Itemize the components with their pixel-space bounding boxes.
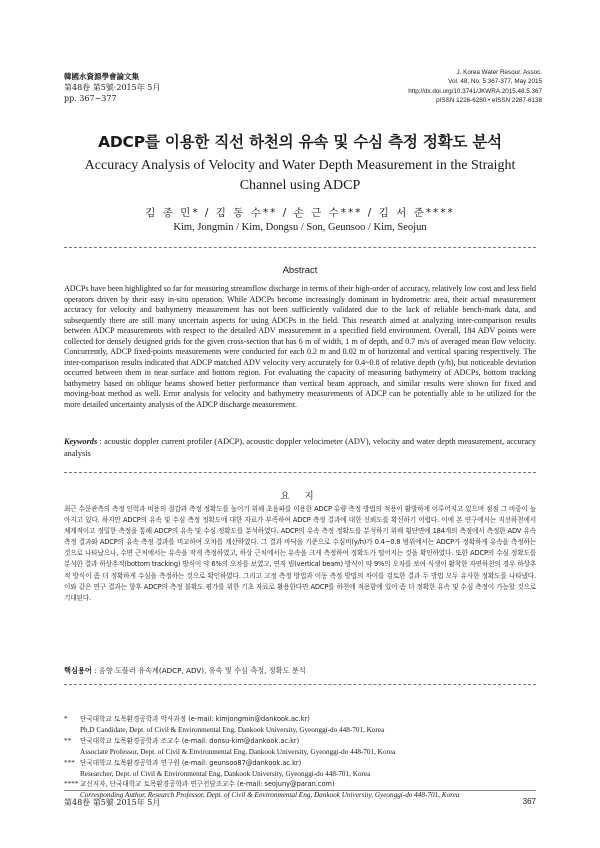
footnote-text: 단국대학교 토목환경공학과 연구원 (e-mail: geunsoo87@dankook.ac.kr) [80, 758, 302, 767]
footnote-line [64, 725, 544, 736]
keywords [64, 436, 536, 460]
footnote-line [64, 736, 544, 747]
footnote-text: Associate Professor, Dept. of Civil & Environmental Eng, Dankook University, Gyeonggi-do 448-701, Korea [80, 747, 396, 756]
paper-title-ko: ADCP를 이용한 직선 하천의 유속 및 수심 측정 정확도 분석 [98, 133, 502, 151]
footnote-line [64, 779, 544, 790]
abstract-body: ADCPs have been highlighted so far for measuring streamflow discharge in terms of their high-order of accuracy, relatively low cost and less field operators driven by their easy in-situ operation. While ADCPs become increasingly dominant in hydrometric area, their actual measurement accuracy for velocity and bathymetry measurement has not been sufficiently validated due to the lack of reliable bench-mark data, and subsequently there are still many uncertain aspects for using ADCPs in the field. This research aimed at analyzing inter-comparison results between ADCP measurements with respect to the detailed ADV measurement in a specified field environment. Overall, 184 ADV points were collected for densely designed grids for the given cross-section that has 6 m of width, 1 m of depth, and 0.7 m/s of averaged mean flow velocity. Concurrently, ADCP fixed-points measurements were conducted for each 0.2 m and 0.02 m of horizontal and vertical spacing respectively. The inter-comparison results indicated that ADCP matched ADV velocity very accurately for 0.4~0.8 of relative depth (y/h), but noticeable deviation occurred between them in near surface and bottom region. For evaluating the capacity of measuring bathymetry of ADCPs, bottom tracking bathymetry based on oblique beams showed better performance than vertical beam approach, and similar results were shown for fixed and moving-boat method as well. Error analysis for velocity and bathymetry measurements of ADCP can be potentially able to be utilized for the more detailed uncertainty analysis of the ADCP discharge measurement. [64, 284, 536, 409]
footnote-text: 단국대학교 토목환경공학과 박사과정 (e-mail: kimjongmin@dankook.ac.kr) [80, 715, 310, 723]
footnote-mark [64, 769, 80, 780]
korean-abstract-body: 최근 수문관측의 측정 인력과 비용의 절감과 측정 정확도를 높이기 위해 초음파를 이용한 ADCP 유량 측정 방법의 적용이 활발하게 이루어지고 있으며 점점 그 비중이 높아지고 있다. 하지만 ADCP의 유속 및 수심 측정 정확도에 대한 자료가 부족하여 ADCP 측정 결과에 대한 신뢰도를 확신하기 어렵다. 이에 본 연구에서는 직선하천에서 체계적이고 정밀한 측정을 통해 ADCP의 유속 및 수심 정확도를 분석하였다. ADCP의 유속 측정 정확도를 분석하기 위해 횡단면에 184개의 측점에서 측정한 ADV 유속 측정 결과와 ADCP의 유속 측정 결과를 비교하여 오차를 계산하였다. 그 결과 바닥을 기준으로 수심비(y/h)가 0.4~0.8 범위에서는 ADCP가 정확하게 유속을 측정하는 것으로 나타났으나, 수면 근처에서는 유속을 작게 측정하였고, 하상 근처에서는 유속을 크게 측정하여 정확도가 떨어지는 것을 확인하였다. 또한 ADCP의 수심 정확도를 분석한 결과 하상추적(bottom tracking) 방식이 약 6%의 오차를 보였고, 연직 빔(vertical beam) 방식이 약 9%의 오차를 보여 식생이 활착한 자연하천의 경우 하상추적 방식이 좀 더 정확하게 수심을 측정하는 것으로 확인하였다. 그리고 고정 측정 방법과 이동 측정 방법의 차이를 검토한 결과 두 방법 모두 유사한 정확도를 나타냈다. 이와 같은 연구 결과는 향후 ADCP의 측정 불확도 평가를 위한 기초 자료로 활용한다면 ADCP를 하천에 적용함에 있어 좀 더 정확한 유속 및 수심 측정이 가능할 것으로 기대된다. [64, 505, 536, 602]
page-range: pp. 367~377 [64, 94, 117, 103]
keywords-label: Keywords [64, 437, 98, 446]
page-number: 367 [522, 797, 536, 806]
abstract-heading: Abstract [282, 265, 318, 276]
footnote-text: Researcher, Dept. of Civil & Environmental Eng, Dankook University, Gyeonggi-do 448-701, Korea [80, 769, 371, 778]
korean-keywords-label: 핵심용어 [64, 666, 92, 675]
footer-issue: 第48卷 第5號 2015年 5月 [64, 798, 161, 807]
journal-name-ko: 韓國水資源學會論文集 [64, 72, 139, 81]
footnote-mark [64, 747, 80, 758]
korean-abstract-heading: 요 지 [280, 491, 320, 502]
divider [64, 684, 536, 685]
footnote-line [64, 714, 544, 725]
divider [64, 247, 536, 248]
authors-en: Kim, Jongmin / Kim, Dongsu / Son, Geunsoo / Kim, Seojun [173, 222, 427, 233]
footnote-text: 단국대학교 토목환경공학과 조교수 (e-mail: donsu-kim@dankook.ac.kr) [80, 736, 300, 745]
korean-keywords [64, 666, 536, 676]
journal-name-en: J. Korea Water Resour. Assoc. [456, 69, 542, 76]
footer-divider [64, 790, 536, 791]
issn: pISSN 1226-6280 • eISSN 2287-6138 [436, 96, 542, 104]
footnote-line [64, 747, 544, 758]
footnote-mark: *** [64, 758, 75, 767]
authors-ko: 김 종 민* / 김 동 수** / 손 근 수*** / 김 서 준**** [145, 207, 455, 219]
footnote-mark [64, 725, 80, 736]
footnote-text: Ph.D Candidate, Dept. of Civil & Environmental Eng, Dankook University, Gyeonggi-do 448-701, Korea [80, 725, 385, 734]
footnote-text: Corresponding Author, Research Professor, Dept. of Civil & Environmental Eng, Dankook University, Gyeonggi-do 448-701, Korea [80, 791, 460, 800]
journal-header-right [408, 68, 542, 105]
korean-keywords-text: : 음향 도플러 유속계(ADCP, ADV), 유속 및 수심 측정, 정확도 분석 [91, 666, 306, 675]
footnote-mark: ** [64, 736, 72, 745]
divider [64, 472, 536, 473]
footnote-text: 교신저자, 단국대학교 토목환경공학과 연구전담조교수 (e-mail: seojuny@paran.com) [80, 780, 335, 789]
footnote-line [64, 758, 544, 769]
doi-link[interactable]: http://dx.doi.org/10.3741/JKWRA.2015.48.5.367 [408, 87, 542, 95]
volume-issue-ko: 第48卷 第5號·2015年 5月 [64, 83, 161, 92]
footnote-mark: * [64, 715, 68, 723]
paper-title-en: Accuracy Analysis of Velocity and Water Depth Measurement in the Straight Channel using ADCP [84, 158, 516, 193]
keywords-text: : acoustic doppler current profiler (ADCP), acoustic doppler velocimeter (ADV), velocity and water depth measurement, accuracy analysis [64, 437, 536, 458]
footnote-mark: **** [64, 780, 79, 789]
footnotes [64, 714, 544, 801]
footnote-line [64, 769, 544, 780]
journal-header-left [64, 71, 160, 104]
volume-issue-en: Vol. 48, No. 5:367-377, May 2015 [448, 78, 542, 86]
